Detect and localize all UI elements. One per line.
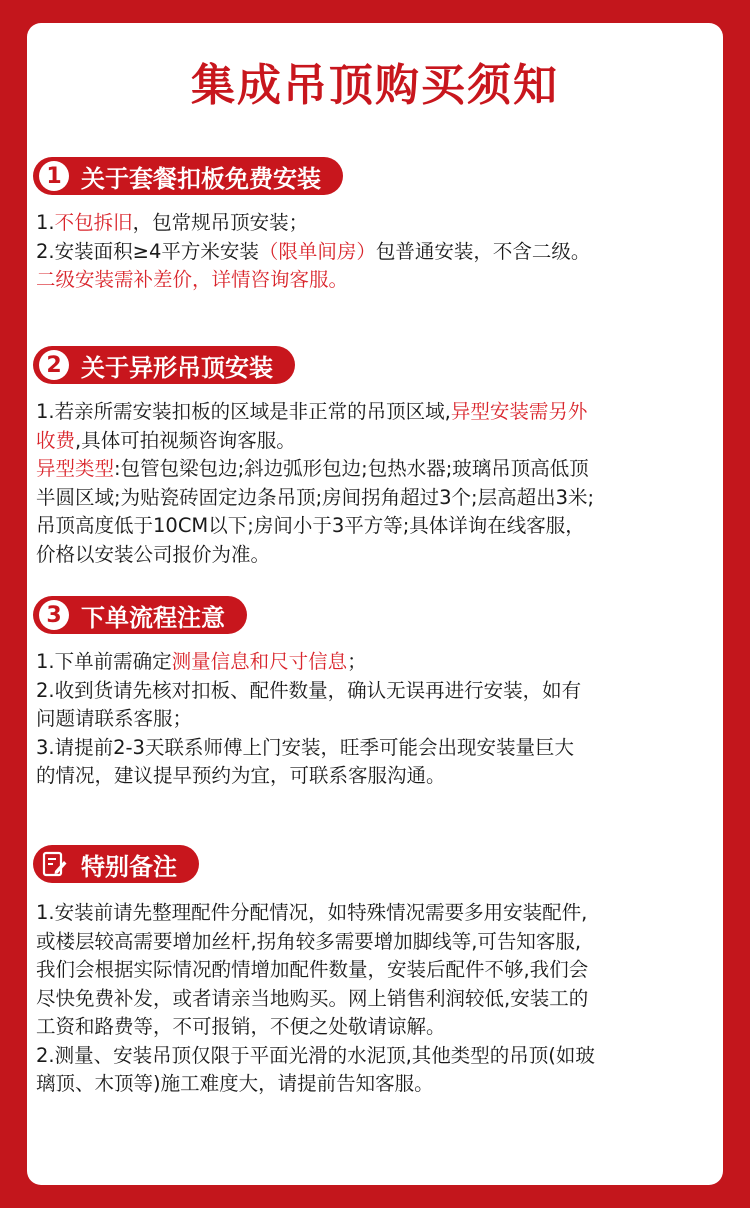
section-3-line-2: 2.收到货请先核对扣板、配件数量，确认无误再进行安装，如有	[36, 678, 582, 702]
section-2-body	[36, 398, 706, 569]
section-1-heading	[33, 157, 343, 195]
section-3-line-3: 问题请联系客服；	[36, 707, 193, 730]
section-2-line-1: 1.若亲所需安装扣板的区域是非正常的吊顶区域,异型安装需另外	[36, 400, 588, 423]
section-3-line-1: 1.下单前需确定测量信息和尺寸信息；	[36, 650, 367, 673]
section-2-heading-text: 关于异形吊顶安装	[81, 353, 273, 382]
section-1-line-1: 1.不包拆旧，包常规吊顶安装；	[36, 211, 309, 234]
special-notes-body	[36, 899, 706, 1099]
special-notes-heading-text: 特别备注	[81, 852, 177, 881]
section-1-body	[36, 209, 706, 295]
section-1-line-3: 二级安装需补差价，详情咨询客服。	[36, 268, 349, 291]
section-1-heading-text: 关于套餐扣板免费安装	[81, 164, 321, 193]
special-notes-line-4: 尽快免费补发，或者请亲当地购买。网上销售利润较低,安装工的	[36, 986, 589, 1010]
special-notes-line-7: 璃顶、木顶等)施工难度大，请提前告知客服。	[36, 1072, 434, 1095]
note-edit-icon	[39, 849, 69, 879]
section-3-line-4: 3.请提前2-3天联系师傅上门安装，旺季可能会出现安装量巨大	[36, 735, 574, 759]
special-notes-line-3: 我们会根据实际情况酌情增加配件数量，安装后配件不够,我们会	[36, 958, 589, 981]
section-3-heading	[33, 596, 247, 634]
special-notes-heading	[33, 845, 199, 883]
special-notes-line-1: 1.安装前请先整理配件分配情况，如特殊情况需要多用安装配件,	[36, 901, 588, 924]
section-1-line-2: 2.安装面积≥4平方米安装（限单间房）包普通安装，不含二级。	[36, 239, 591, 263]
section-2-line-6: 价格以安装公司报价为准。	[36, 542, 271, 566]
page-title: 集成吊顶购买须知	[191, 60, 559, 111]
section-2-heading	[33, 346, 295, 384]
special-notes-line-5: 工资和路费等，不可报销，不便之处敬请谅解。	[36, 1015, 446, 1038]
special-notes-line-6: 2.测量、安装吊顶仅限于平面光滑的水泥顶,其他类型的吊顶(如玻	[36, 1043, 595, 1067]
section-1-number: 1	[39, 161, 69, 191]
section-3-number: 3	[39, 600, 69, 630]
section-3-heading-text: 下单流程注意	[81, 603, 225, 632]
special-notes-line-2: 或楼层较高需要增加丝杆,拐角较多需要增加脚线等,可告知客服,	[36, 929, 582, 953]
section-2-line-5: 吊顶高度低于10CM以下;房间小于3平方等;具体详询在线客服，	[36, 514, 585, 537]
section-3-line-5: 的情况，建议提早预约为宜，可联系客服沟通。	[36, 764, 446, 787]
section-2-number: 2	[39, 350, 69, 380]
section-3-body	[36, 648, 706, 791]
section-2-line-4: 半圆区域;为贴瓷砖固定边条吊顶;房间拐角超过3个;层高超出3米;	[36, 485, 595, 509]
section-2-line-3: 异型类型:包管包梁包边;斜边弧形包边;包热水器;玻璃吊顶高低顶	[36, 457, 589, 480]
section-2-line-2: 收费,具体可拍视频咨询客服。	[36, 428, 296, 452]
